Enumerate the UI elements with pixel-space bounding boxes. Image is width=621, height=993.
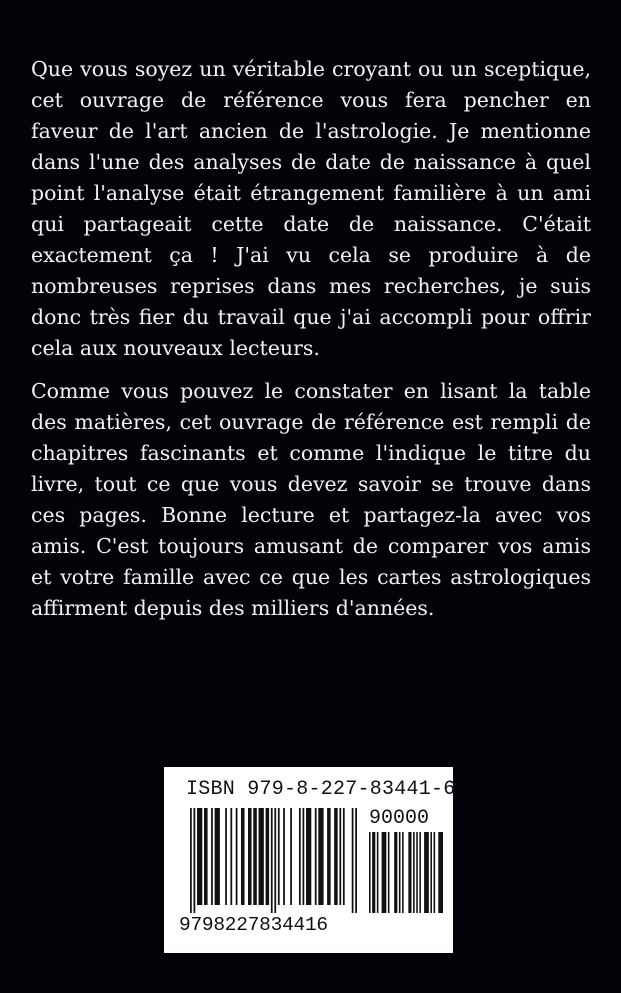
addon-bar-7 xyxy=(399,832,401,913)
barcode-bar-21 xyxy=(303,808,305,905)
barcode-bar-20 xyxy=(299,808,301,905)
addon-bar-15 xyxy=(434,832,436,913)
ean-barcode-bars xyxy=(190,808,357,913)
addon-bar-16 xyxy=(438,832,443,913)
barcode-bar-13 xyxy=(259,808,264,905)
barcode-bar-12 xyxy=(253,808,257,905)
barcode-bar-10 xyxy=(241,808,245,905)
barcode-bar-17 xyxy=(278,808,280,905)
barcode-bar-7 xyxy=(225,808,227,905)
barcode-bar-4 xyxy=(204,808,208,905)
barcode-digits: 9798227834416 xyxy=(179,914,328,936)
back-cover-description xyxy=(31,54,591,624)
price-code: 90000 xyxy=(369,807,430,830)
price-addon-barcode-bars xyxy=(369,832,443,913)
addon-bar-5 xyxy=(388,832,390,913)
addon-bar-9 xyxy=(408,832,411,913)
barcode-bar-11 xyxy=(248,808,252,905)
addon-bar-10 xyxy=(413,832,415,913)
barcode-bar-18 xyxy=(283,808,285,905)
addon-bar-12 xyxy=(419,832,421,913)
barcode-bar-30 xyxy=(355,808,357,913)
addon-bar-2 xyxy=(372,832,375,913)
addon-bar-13 xyxy=(424,832,429,913)
addon-bar-6 xyxy=(394,832,397,913)
barcode-bar-23 xyxy=(315,808,317,905)
barcode-bar-15 xyxy=(271,808,273,913)
addon-bar-8 xyxy=(402,832,404,913)
description-paragraph-1: Que vous soyez un véritable croyant ou un sceptique, cet ouvrage de référence vous fera pencher en faveur de l'art ancien de l'astrologie. Je mentionne dans l'une des analyses de date de naissance à quel point l'analyse était étrangement familière à un ami qui partageait cette date de naissance. C'était exactement ça ! J'ai vu cela se produire à de nombreuses reprises dans mes recherches, je suis donc très fier du travail que j'ai accompli pour offrir cela aux nouveaux lecteurs. xyxy=(31,57,591,360)
barcode-bar-22 xyxy=(306,808,311,905)
addon-bar-14 xyxy=(430,832,432,913)
addon-bar-3 xyxy=(377,832,379,913)
barcode-bar-5 xyxy=(211,808,213,905)
barcode-bar-9 xyxy=(236,808,238,905)
barcode-bar-29 xyxy=(352,808,354,913)
description-paragraph-2: Comme vous pouvez le constater en lisant la table des matières, cet ouvrage de référence est rempli de chapitres fascinants et comme l'indique le titre du livre, tout ce que vous devez savoir se trouve dans ces pages. Bonne lecture et partagez-la avec vos amis. C'est toujours amusant de comparer vos amis et votre famille avec ce que les cartes astrologiques affirment depuis des milliers d'années. xyxy=(31,379,591,620)
isbn-number: ISBN 979-8-227-83441-6 xyxy=(186,778,456,801)
barcode-bar-25 xyxy=(327,808,331,905)
barcode-bar-16 xyxy=(274,808,276,913)
barcode-bar-6 xyxy=(215,808,220,905)
barcode-bar-1 xyxy=(190,808,192,913)
barcode-bar-27 xyxy=(339,808,341,905)
isbn-barcode-label xyxy=(164,767,456,953)
barcode-bar-19 xyxy=(290,808,292,905)
barcode-bar-26 xyxy=(334,808,338,905)
barcode-bar-24 xyxy=(318,808,323,905)
barcode-bar-2 xyxy=(194,808,196,913)
barcode-bar-14 xyxy=(266,808,270,905)
addon-bar-11 xyxy=(416,832,418,913)
barcode-bar-3 xyxy=(197,808,202,905)
barcode-bar-28 xyxy=(343,808,345,905)
barcode-bar-8 xyxy=(230,808,232,905)
addon-bar-1 xyxy=(369,832,371,913)
addon-bar-4 xyxy=(382,832,387,913)
